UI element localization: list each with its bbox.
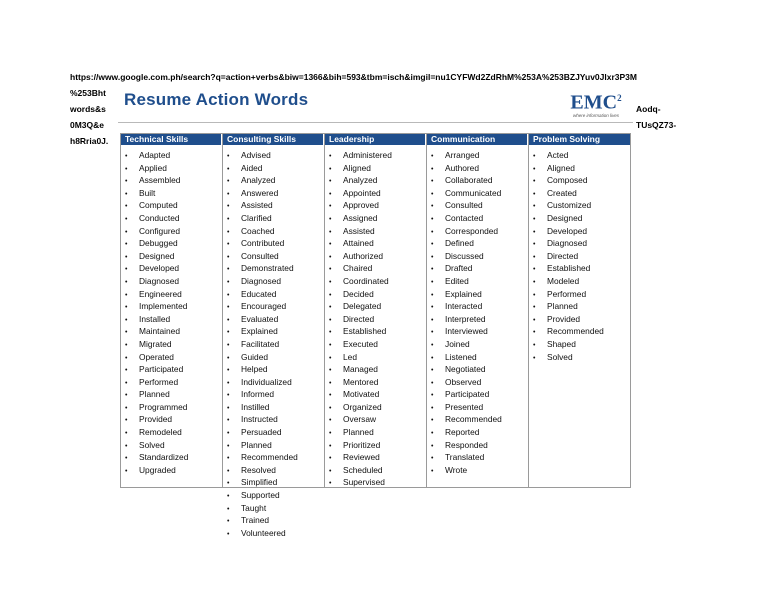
- list-item: • Mentored: [329, 377, 426, 390]
- list-item: • Administered: [329, 150, 426, 163]
- list-item: • Migrated: [125, 339, 222, 352]
- source-url-fragment: Aodq-: [636, 104, 661, 114]
- list-item: • Modeled: [533, 276, 630, 289]
- list-item: • Directed: [533, 251, 630, 264]
- list-item: • Recommended: [533, 326, 630, 339]
- list-item: • Defined: [431, 238, 528, 251]
- list-item: • Contributed: [227, 238, 324, 251]
- list-item: • Drafted: [431, 263, 528, 276]
- list-item: • Collaborated: [431, 175, 528, 188]
- list-item: • Operated: [125, 352, 222, 365]
- list-item: • Translated: [431, 452, 528, 465]
- list-item: • Motivated: [329, 389, 426, 402]
- word-list: [529, 150, 630, 364]
- list-item: • Authored: [431, 163, 528, 176]
- column-heading: Communication: [427, 134, 528, 145]
- list-item: • Managed: [329, 364, 426, 377]
- list-item: • Developed: [533, 226, 630, 239]
- logo-tagline: where information lives: [572, 112, 620, 118]
- word-column: [427, 134, 529, 487]
- source-url-fragment: TUsQZ73-: [636, 120, 677, 130]
- list-item: • Assisted: [227, 200, 324, 213]
- list-item: • Edited: [431, 276, 528, 289]
- list-item: • Volunteered: [227, 528, 324, 541]
- list-item: • Consulted: [431, 200, 528, 213]
- list-item: • Acted: [533, 150, 630, 163]
- list-item: • Presented: [431, 402, 528, 415]
- list-item: • Provided: [533, 314, 630, 327]
- list-item: • Scheduled: [329, 465, 426, 478]
- list-item: • Listened: [431, 352, 528, 365]
- list-item: • Decided: [329, 289, 426, 302]
- list-item: • Established: [329, 326, 426, 339]
- list-item: • Analyzed: [329, 175, 426, 188]
- word-list: [223, 150, 324, 540]
- list-item: • Standardized: [125, 452, 222, 465]
- list-item: • Shaped: [533, 339, 630, 352]
- list-item: • Responded: [431, 440, 528, 453]
- list-item: • Taught: [227, 503, 324, 516]
- list-item: • Solved: [533, 352, 630, 365]
- list-item: • Conducted: [125, 213, 222, 226]
- list-item: • Recommended: [227, 452, 324, 465]
- list-item: • Engineered: [125, 289, 222, 302]
- list-item: • Directed: [329, 314, 426, 327]
- list-item: • Executed: [329, 339, 426, 352]
- list-item: • Diagnosed: [533, 238, 630, 251]
- list-item: • Appointed: [329, 188, 426, 201]
- list-item: • Configured: [125, 226, 222, 239]
- list-item: • Customized: [533, 200, 630, 213]
- column-heading: Leadership: [325, 134, 426, 145]
- list-item: • Aligned: [533, 163, 630, 176]
- list-item: • Designed: [125, 251, 222, 264]
- list-item: • Remodeled: [125, 427, 222, 440]
- list-item: • Reviewed: [329, 452, 426, 465]
- list-item: • Contacted: [431, 213, 528, 226]
- list-item: • Developed: [125, 263, 222, 276]
- list-item: • Installed: [125, 314, 222, 327]
- list-item: • Authorized: [329, 251, 426, 264]
- list-item: • Coached: [227, 226, 324, 239]
- list-item: • Solved: [125, 440, 222, 453]
- list-item: • Supervised: [329, 477, 426, 490]
- list-item: • Upgraded: [125, 465, 222, 478]
- list-item: • Organized: [329, 402, 426, 415]
- list-item: • Planned: [329, 427, 426, 440]
- list-item: • Advised: [227, 150, 324, 163]
- list-item: • Chaired: [329, 263, 426, 276]
- list-item: • Resolved: [227, 465, 324, 478]
- emc-logo: [566, 88, 626, 118]
- list-item: • Trained: [227, 515, 324, 528]
- word-column: [325, 134, 427, 487]
- list-item: • Guided: [227, 352, 324, 365]
- list-item: • Established: [533, 263, 630, 276]
- list-item: • Performed: [125, 377, 222, 390]
- column-heading: Technical Skills: [121, 134, 222, 145]
- list-item: • Helped: [227, 364, 324, 377]
- list-item: • Led: [329, 352, 426, 365]
- list-item: • Approved: [329, 200, 426, 213]
- list-item: • Interpreted: [431, 314, 528, 327]
- logo-text: EMC: [570, 91, 618, 114]
- list-item: • Supported: [227, 490, 324, 503]
- source-url-fragment: %253Bht: [70, 88, 106, 98]
- list-item: • Planned: [227, 440, 324, 453]
- list-item: • Adapted: [125, 150, 222, 163]
- list-item: • Planned: [533, 301, 630, 314]
- word-list: [427, 150, 528, 477]
- list-item: • Composed: [533, 175, 630, 188]
- list-item: • Participated: [125, 364, 222, 377]
- list-item: • Reported: [431, 427, 528, 440]
- list-item: • Analyzed: [227, 175, 324, 188]
- list-item: • Joined: [431, 339, 528, 352]
- list-item: • Individualized: [227, 377, 324, 390]
- list-item: • Planned: [125, 389, 222, 402]
- list-item: • Applied: [125, 163, 222, 176]
- list-item: • Diagnosed: [125, 276, 222, 289]
- list-item: • Aligned: [329, 163, 426, 176]
- list-item: • Persuaded: [227, 427, 324, 440]
- document-title: Resume Action Words: [124, 90, 309, 109]
- list-item: • Consulted: [227, 251, 324, 264]
- list-item: • Computed: [125, 200, 222, 213]
- list-item: • Provided: [125, 414, 222, 427]
- list-item: • Instructed: [227, 414, 324, 427]
- list-item: • Clarified: [227, 213, 324, 226]
- list-item: • Coordinated: [329, 276, 426, 289]
- list-item: • Debugged: [125, 238, 222, 251]
- list-item: • Demonstrated: [227, 263, 324, 276]
- column-heading: Problem Solving: [529, 134, 630, 145]
- list-item: • Observed: [431, 377, 528, 390]
- list-item: • Educated: [227, 289, 324, 302]
- list-item: • Communicated: [431, 188, 528, 201]
- list-item: • Aided: [227, 163, 324, 176]
- action-words-table: [120, 133, 631, 538]
- word-list: [121, 150, 222, 477]
- list-item: • Participated: [431, 389, 528, 402]
- source-url-line: https://www.google.com.ph/search?q=action+verbs&biw=1366&bih=593&tbm=isch&imgil=nu1CYFWd2ZdRhM%253A%253BZJYuv0Jlxr3P3M: [70, 72, 637, 82]
- list-item: • Programmed: [125, 402, 222, 415]
- list-item: • Recommended: [431, 414, 528, 427]
- list-item: • Maintained: [125, 326, 222, 339]
- list-item: • Interviewed: [431, 326, 528, 339]
- source-url-fragment: h8Rria0J.: [70, 136, 109, 146]
- list-item: • Encouraged: [227, 301, 324, 314]
- list-item: • Assembled: [125, 175, 222, 188]
- column-heading: Consulting Skills: [223, 134, 324, 145]
- list-item: • Negotiated: [431, 364, 528, 377]
- list-item: • Explained: [431, 289, 528, 302]
- list-item: • Discussed: [431, 251, 528, 264]
- list-item: • Simplified: [227, 477, 324, 490]
- list-item: • Implemented: [125, 301, 222, 314]
- list-item: • Oversaw: [329, 414, 426, 427]
- list-item: • Explained: [227, 326, 324, 339]
- word-column: [121, 134, 223, 487]
- source-url-fragment: words&s: [70, 104, 106, 114]
- list-item: • Informed: [227, 389, 324, 402]
- word-list: [325, 150, 426, 490]
- source-url-fragment: 0M3Q&e: [70, 120, 105, 130]
- word-column: [529, 134, 630, 487]
- word-column: [223, 134, 325, 538]
- list-item: • Attained: [329, 238, 426, 251]
- logo-superscript: 2: [617, 93, 622, 103]
- list-item: • Interacted: [431, 301, 528, 314]
- list-item: • Answered: [227, 188, 324, 201]
- list-item: • Designed: [533, 213, 630, 226]
- list-item: • Delegated: [329, 301, 426, 314]
- list-item: • Performed: [533, 289, 630, 302]
- list-item: • Instilled: [227, 402, 324, 415]
- list-item: • Corresponded: [431, 226, 528, 239]
- list-item: • Prioritized: [329, 440, 426, 453]
- title-divider: [118, 122, 633, 123]
- list-item: • Assigned: [329, 213, 426, 226]
- list-item: • Wrote: [431, 465, 528, 478]
- list-item: • Assisted: [329, 226, 426, 239]
- list-item: • Created: [533, 188, 630, 201]
- resume-action-words-image: [118, 84, 633, 538]
- list-item: • Diagnosed: [227, 276, 324, 289]
- list-item: • Built: [125, 188, 222, 201]
- list-item: • Evaluated: [227, 314, 324, 327]
- list-item: • Arranged: [431, 150, 528, 163]
- list-item: • Facilitated: [227, 339, 324, 352]
